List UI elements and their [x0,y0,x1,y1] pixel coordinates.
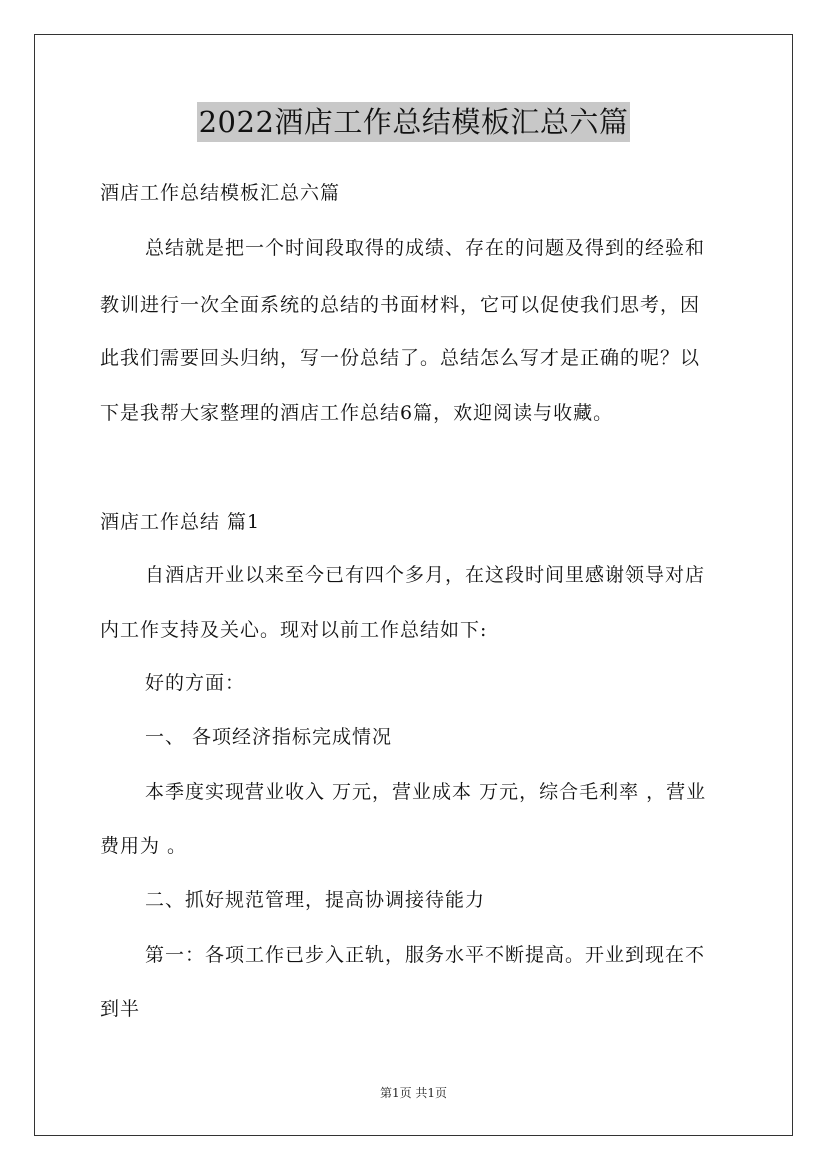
paragraph-line: 到半 [100,998,141,1020]
paragraph-line: 好的方面： [145,672,246,694]
paragraph-line: 总结就是把一个时间段取得的成绩、存在的问题及得到的经验和 [145,237,706,259]
paragraph-line: 二、抓好规范管理，提高协调接待能力 [145,889,486,911]
paragraph-line: 此我们需要回头归纳，写一份总结了。总结怎么写才是正确的呢？以 [100,347,701,369]
page-footer: 第1页 共1页 [379,1086,448,1100]
paragraph-line: 教训进行一次全面系统的总结的书面材料，它可以促使我们思考，因 [100,294,701,316]
title-container [0,102,827,142]
section-heading: 酒店工作总结 篇1 [100,511,261,533]
paragraph-line: 第一：各项工作已步入正轨，服务水平不断提高。开业到现在不 [145,944,706,966]
subtitle-line: 酒店工作总结模板汇总六篇 [100,182,341,204]
paragraph-line: 内工作支持及关心。现对以前工作总结如下: [100,619,488,641]
paragraph-line: 下是我帮大家整理的酒店工作总结6篇，欢迎阅读与收藏。 [100,402,614,424]
document-title: 2022酒店工作总结模板汇总六篇 [197,102,631,142]
paragraph-line: 本季度实现营业收入 万元，营业成本 万元，综合毛利率 ，营业 [145,781,707,803]
paragraph-line: 费用为 。 [100,835,188,857]
paragraph-line: 一、 各项经济指标完成情况 [145,726,393,748]
paragraph-line: 自酒店开业以来至今已有四个多月，在这段时间里感谢领导对店 [145,564,706,586]
